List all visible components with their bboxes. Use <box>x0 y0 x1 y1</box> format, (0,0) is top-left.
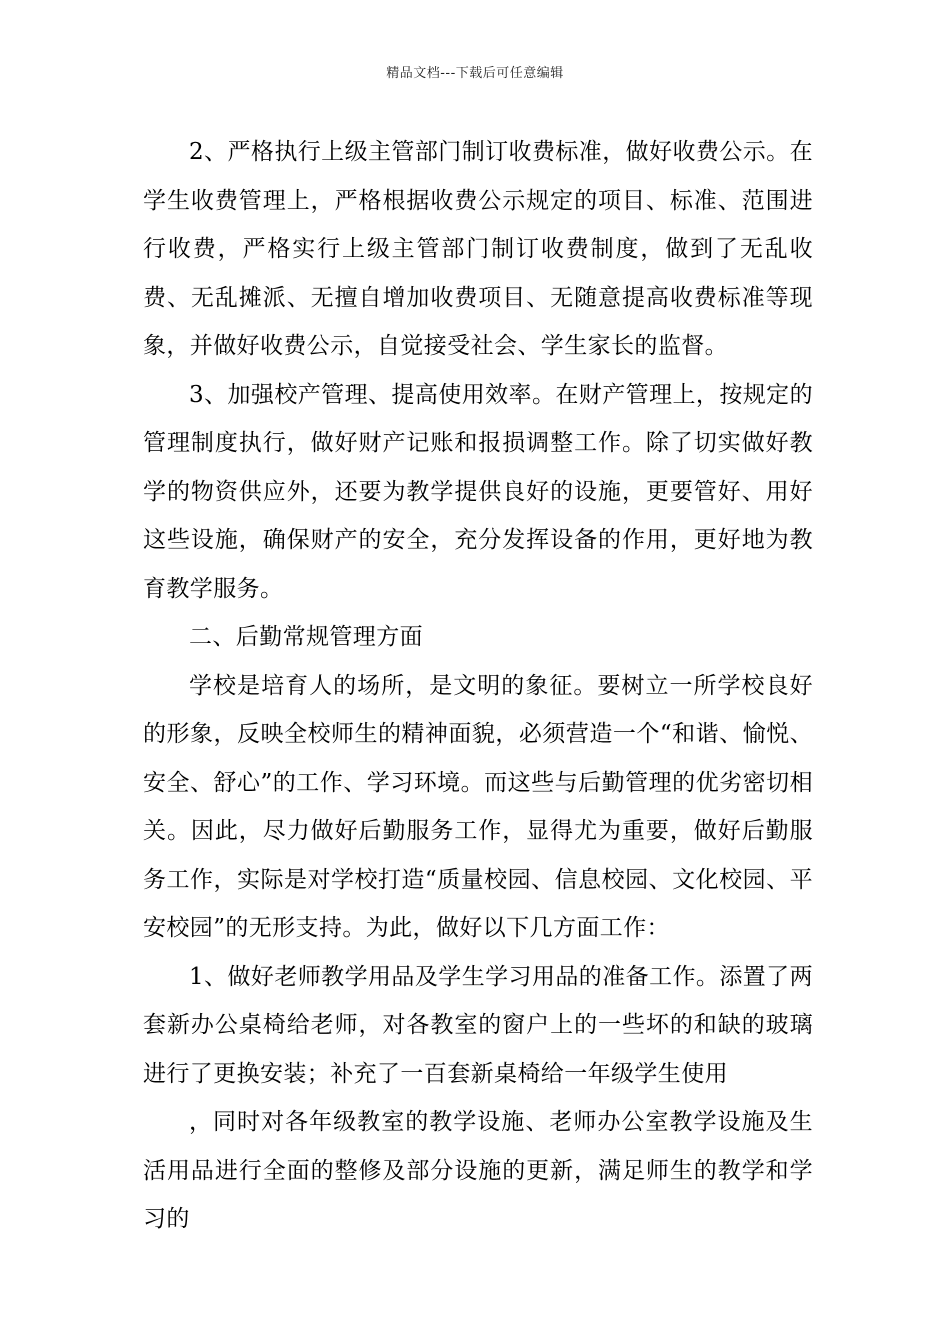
page-header: 精品文档---下载后可任意编辑 <box>386 66 564 81</box>
paragraph-fee-standards: 2、严格执行上级主管部门制订收费标准，做好收费公示。在学生收费管理上，严格根据收费公示规定的项目、标准、范围进行收费，严格实行上级主管部门制订收费制度，做到了无乱收费、无乱摊派、无擅自增加收费项目、无随意提高收费标准等现象，并做好收费公示，自觉接受社会、学生家长的监督。 <box>143 139 813 359</box>
document-body <box>143 128 813 1244</box>
paragraph-school-environment: 学校是培育人的场所，是文明的象征。要树立一所学校良好的形象，反映全校师生的精神面貌，必须营造一个“和谐、愉悦、安全、舒心”的工作、学习环境。而这些与后勤管理的优劣密切相关。因此，尽力做好后勤服务工作，显得尤为重要，做好后勤服务工作，实际是对学校打造“质量校园、信息校园、文化校园、平安校园”的无形支持。为此，做好以下几方面工作： <box>143 672 813 941</box>
section-heading-logistics: 二、后勤常规管理方面 <box>189 624 423 650</box>
paragraph-asset-management: 3、加强校产管理、提高使用效率。在财产管理上，按规定的管理制度执行，做好财产记账和报损调整工作。除了切实做好教学的物资供应外，还要为教学提供良好的设施，更要管好、用好这些设施，确保财产的安全，充分发挥设备的作用，更好地为教育教学服务。 <box>143 381 813 602</box>
paragraph-facility-renovation: ，同时对各年级教室的教学设施、老师办公室教学设施及生活用品进行全面的整修及部分设施的更新，满足师生的教学和学习的 <box>143 1109 813 1232</box>
paragraph-teaching-supplies: 1、做好老师教学用品及学生学习用品的准备工作。添置了两套新办公桌椅给老师，对各教室的窗户上的一些坏的和缺的玻璃进行了更换安装；补充了一百套新桌椅给一年级学生使用 <box>143 963 813 1087</box>
